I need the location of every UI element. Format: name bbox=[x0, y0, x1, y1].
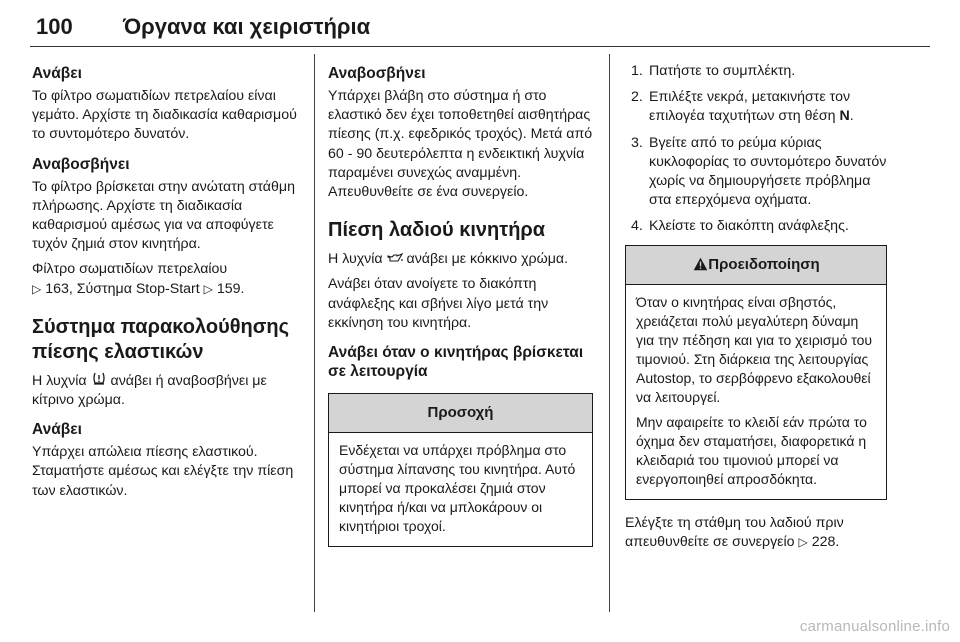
caution-box bbox=[328, 393, 593, 547]
paragraph-oil-2: Ανάβει όταν ανοίγετε το διακόπτη ανάφλεξης και σβήνει λίγο μετά την εκκίνηση του κινητήρα. bbox=[328, 276, 549, 331]
section-title-oil-pressure: Πίεση λαδιού κινητήρα bbox=[328, 219, 546, 242]
tpms-text-a: Η λυχνία bbox=[32, 372, 87, 389]
paragraph-flashes: Το φίλτρο βρίσκεται στην ανώτατη στάθμη πλήρωσης. Αρχίστε τη διαδικασία καθαρισμού αμέσως για να αποφύγετε τυχόν ζημιά στον κινητήρα. bbox=[32, 178, 295, 253]
warning-text-2: Μην αφαιρείτε το κλειδί εάν πρώτα το όχημα δεν σταματήσει, διαφορετικά η κλειδαριά του τιμονιού μπορεί να ενεργοποιηθεί απροσδόκητα. bbox=[636, 413, 867, 487]
step-number: 2. bbox=[631, 89, 643, 106]
paragraph-check-oil bbox=[625, 514, 887, 552]
tpms-text-b: ανάβει ή αναβοσβήνει με κίτρινο χρώμα. bbox=[32, 372, 267, 409]
reference-arrow-icon[interactable]: ▷ bbox=[798, 534, 808, 549]
reference-link[interactable]: 163, Σύστημα Stop-Start bbox=[45, 280, 200, 297]
check-oil-text: Ελέγξτε τη στάθμη του λαδιού πριν απευθυνθείτε σε συνεργείο bbox=[625, 514, 844, 550]
reference-arrow-icon[interactable]: ▷ bbox=[203, 281, 213, 296]
paragraph-tpms bbox=[32, 371, 304, 410]
paragraph-lights: Το φίλτρο σωματιδίων πετρελαίου είναι γεμάτο. Αρχίστε τη διαδικασία καθαρισμού το συντομότερο δυνατόν. bbox=[32, 88, 297, 143]
step-number: 1. bbox=[631, 63, 643, 79]
paragraph-references bbox=[32, 260, 304, 298]
page-number: 100 bbox=[36, 14, 73, 39]
list-item bbox=[625, 88, 887, 126]
oil-text-a: Η λυχνία bbox=[328, 251, 383, 268]
heading-flashes: Αναβοσβήνει bbox=[32, 155, 130, 173]
step-text: Κλείστε το διακόπτη ανάφλεξης. bbox=[649, 218, 849, 235]
paragraph-lights-tpms: Υπάρχει απώλεια πίεσης ελαστικού. Σταματήστε αμέσως και ελέγξτε την πίεση των ελαστικών. bbox=[32, 444, 294, 499]
steps-list bbox=[625, 62, 887, 237]
paragraph-flashes-tpms: Υπάρχει βλάβη στο σύστημα ή στο ελαστικό δεν έχει τοποθετηθεί αισθητήρας πίεσης (π.χ. εφεδρικός τροχός). Μετά από 60 - 90 δευτερόλεπτα η ενδεικτική λυχνία παραμένει συνεχώς αναμμένη. Απευθυνθείτε σε ένα συνεργείο. bbox=[328, 88, 593, 201]
reference-link[interactable]: 228. bbox=[811, 533, 840, 550]
step-text: Πατήστε το συμπλέκτη. bbox=[649, 63, 796, 79]
warning-title: Προειδοποίηση bbox=[708, 255, 820, 273]
warning-body bbox=[626, 285, 886, 499]
tire-pressure-warning-icon bbox=[91, 371, 107, 390]
column-right bbox=[625, 54, 887, 558]
warning-box bbox=[625, 245, 887, 500]
heading-lights-tpms: Ανάβει bbox=[32, 421, 82, 439]
caution-title: Προσοχή bbox=[329, 394, 592, 433]
header-rule bbox=[30, 46, 930, 47]
list-item bbox=[625, 62, 887, 81]
page-header bbox=[30, 0, 930, 50]
caution-body bbox=[329, 433, 592, 546]
watermark: carmanualsonline.info bbox=[799, 618, 950, 635]
column-divider bbox=[314, 54, 315, 612]
heading-flashes-tpms: Αναβοσβήνει bbox=[328, 65, 426, 82]
column-left bbox=[32, 54, 304, 507]
reference-arrow-icon[interactable]: ▷ bbox=[32, 281, 42, 296]
oil-can-icon bbox=[387, 249, 403, 268]
list-item bbox=[625, 134, 887, 211]
gear-neutral-label: N bbox=[839, 108, 850, 125]
heading-lights: Ανάβει bbox=[32, 65, 82, 82]
step-number: 3. bbox=[631, 134, 643, 151]
step-text-tail: . bbox=[849, 108, 854, 125]
step-text: Επιλέξτε νεκρά, μετακινήστε τον επιλογέα ταχυτήτων στη θέση bbox=[649, 89, 851, 125]
step-number: 4. bbox=[631, 218, 643, 235]
warning-header bbox=[626, 246, 886, 285]
reference-text: Φίλτρο σωματιδίων πετρελαίου bbox=[32, 261, 228, 278]
reference-link[interactable]: 159. bbox=[216, 280, 245, 297]
step-text: Βγείτε από το ρεύμα κύριας κυκλοφορίας το συντομότερο δυνατόν χωρίς να δημιουργήσετε πρόβλημα στα επερχόμενα οχήματα. bbox=[649, 134, 887, 209]
warning-triangle-icon bbox=[692, 246, 708, 284]
page-title: Όργανα και χειριστήρια bbox=[123, 14, 371, 39]
heading-engine-running: Ανάβει όταν ο κινητήρας βρίσκεται σε λειτουργία bbox=[328, 344, 584, 381]
oil-text-b: ανάβει με κόκκινο χρώμα. bbox=[406, 251, 569, 268]
caution-text: Ενδέχεται να υπάρχει πρόβλημα στο σύστημα λίπανσης του κινητήρα. Αυτό μπορεί να προκαλέσει ζημιά στον κινητήρα ή/και να μπλοκάρουν οι κινητήριοι τροχοί. bbox=[339, 442, 576, 535]
paragraph-oil bbox=[328, 249, 593, 269]
section-title-tpms: Σύστημα παρακολούθησης πίεσης ελαστικών bbox=[32, 315, 290, 363]
column-divider bbox=[609, 54, 610, 612]
list-item bbox=[625, 217, 887, 236]
column-middle bbox=[328, 54, 593, 547]
warning-text-1: Όταν ο κινητήρας είναι σβηστός, χρειάζεται πολύ μεγαλύτερη δύναμη για την πέδηση και για το χειρισμό του τιμονιού. Στη διάρκεια της λειτουργίας Autostop, το σερβόφρενο εξακολουθεί να λειτουργεί. bbox=[636, 293, 873, 405]
